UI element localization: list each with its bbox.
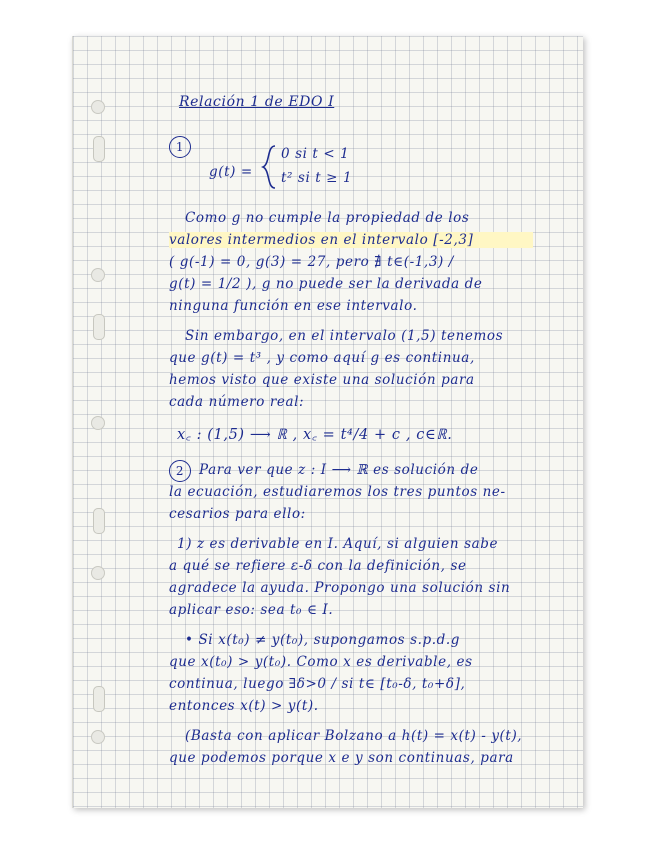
ex2-line-5: a qué se refiere ε-δ con la definición, se bbox=[169, 558, 467, 574]
ex2-line-12: (Basta con aplicar Bolzano a h(t) = x(t) - y(t), bbox=[185, 728, 523, 744]
binder-ring bbox=[93, 508, 105, 534]
piecewise-case-2: t² si t ≥ 1 bbox=[281, 170, 353, 186]
piecewise-case-1: 0 si t < 1 bbox=[281, 146, 350, 162]
binder-ring bbox=[93, 686, 105, 712]
function-lhs: g(t) = bbox=[209, 164, 253, 180]
ex2-line-4: 1) z es derivable en I. Aquí, si alguien sabe bbox=[177, 536, 499, 552]
ex2-line-8: • Si x(t₀) ≠ y(t₀), supongamos s.p.d.g bbox=[185, 632, 461, 648]
binder-hole bbox=[91, 730, 105, 744]
ex2-line-7: aplicar eso: sea t₀ ∈ I. bbox=[169, 602, 334, 618]
ex1-line-8: hemos visto que existe una solución para bbox=[169, 372, 475, 388]
ex2-line-9: que x(t₀) > y(t₀). Como x es derivable, es bbox=[169, 654, 473, 670]
ex1-line-4: g(t) = 1/2 ), g no puede ser la derivada de bbox=[169, 276, 483, 292]
binder-hole bbox=[91, 100, 105, 114]
ex1-line-2: valores intermedios en el intervalo [-2,3] bbox=[169, 232, 533, 248]
ex1-formula: x꜀ : (1,5) ⟶ ℝ , x꜀ = t⁴/4 + c , c∈ℝ. bbox=[177, 427, 453, 443]
exercise-number-1 bbox=[169, 136, 191, 158]
ex1-line-5: ninguna función en ese intervalo. bbox=[169, 298, 418, 314]
ex2-line-2: la ecuación, estudiaremos los tres puntos ne- bbox=[169, 484, 506, 500]
ex1-line-7: que g(t) = t³ , y como aquí g es continua, bbox=[169, 350, 475, 366]
ex1-line-3: ( g(-1) = 0, g(3) = 27, pero ∄ t∈(-1,3) / bbox=[169, 254, 454, 270]
notebook-page bbox=[72, 36, 583, 808]
ex1-line-6: Sin embargo, en el intervalo (1,5) tenemos bbox=[185, 328, 504, 344]
binder-hole bbox=[91, 416, 105, 430]
page-title: Relación 1 de EDO I bbox=[179, 94, 335, 110]
ex1-line-1: Como g no cumple la propiedad de los bbox=[185, 210, 470, 226]
exercise-circle: 1 bbox=[169, 136, 191, 158]
ex2-line-1: Para ver que z : I ⟶ ℝ es solución de bbox=[199, 462, 479, 478]
binder-ring bbox=[93, 314, 105, 340]
ex2-line-13: que podemos porque x e y son continuas, para bbox=[169, 750, 514, 766]
ex2-line-11: entonces x(t) > y(t). bbox=[169, 698, 319, 714]
ex2-line-3: cesarios para ello: bbox=[169, 506, 306, 522]
binder-hole bbox=[91, 566, 105, 580]
ex1-line-9: cada número real: bbox=[169, 394, 305, 410]
ex2-line-10: continua, luego ∃δ>0 / si t∈ [t₀-δ, t₀+δ], bbox=[169, 676, 466, 692]
exercise-circle: 2 bbox=[169, 460, 191, 482]
binder-ring bbox=[93, 136, 105, 162]
brace-symbol bbox=[261, 144, 277, 190]
ex2-line-6: agradece la ayuda. Propongo una solución sin bbox=[169, 580, 511, 596]
binder-hole bbox=[91, 268, 105, 282]
exercise-number-2 bbox=[169, 460, 191, 482]
